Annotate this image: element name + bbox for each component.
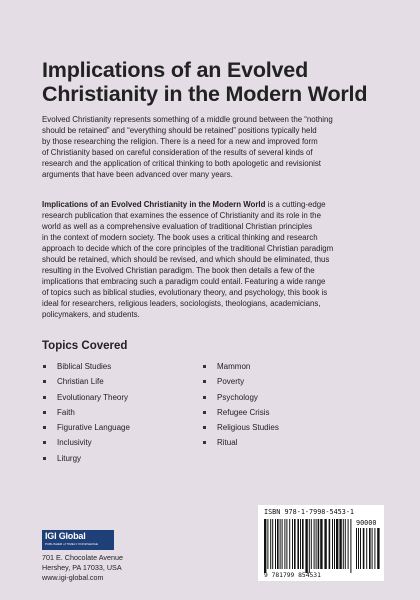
ean-barcode-bars	[264, 519, 352, 573]
barcode-bar	[289, 519, 290, 569]
barcode-bar	[316, 519, 317, 569]
description-line: approach to decide which of the core principles of the traditional Christian paradigm	[42, 244, 334, 253]
publisher-website: www.igi-global.com	[42, 573, 104, 582]
description-line: ideal for researchers, religious leaders, sociologists, theologians, academicians,	[42, 299, 321, 308]
publisher-logo	[42, 530, 114, 550]
barcode-bar	[366, 528, 367, 569]
barcode-bar	[309, 519, 310, 573]
description-line-1-rest: is a cutting-edge	[265, 200, 326, 209]
description-line: should be retained, which should be revised, and which should be eliminated, thus	[42, 255, 330, 264]
title-line-2: Christianity in the Modern World	[42, 82, 368, 106]
barcode-bar	[377, 528, 379, 569]
barcode-bar	[363, 528, 365, 569]
barcode-bar	[372, 528, 373, 569]
topic-item: Figurative Language	[42, 420, 130, 435]
topic-item: Inclusivity	[42, 435, 130, 450]
barcode-bar	[360, 528, 361, 569]
price-code: 90000	[356, 519, 377, 527]
barcode-bar	[264, 519, 266, 573]
barcode-bar	[311, 519, 312, 569]
intro-line: should be retained” and “everything should be retained” positions typically held	[42, 126, 317, 135]
topic-item: Liturgy	[42, 451, 130, 466]
barcode-bar	[343, 519, 344, 569]
intro-line: arguments that have been advanced over many years.	[42, 170, 233, 179]
book-title	[42, 58, 382, 106]
topic-item: Refugee Crisis	[202, 405, 279, 420]
description-line: in the context of modern society. The book uses a critical thinking and research	[42, 233, 318, 242]
barcode-bar	[336, 519, 338, 569]
topic-item: Evolutionary Theory	[42, 390, 130, 405]
topic-item: Faith	[42, 405, 130, 420]
barcode-bar	[292, 519, 293, 569]
publisher-logo-tagline: PUBLISHER of TIMELY KNOWLEDGE	[45, 542, 99, 546]
barcode-bar	[350, 519, 351, 573]
barcode-bar	[282, 519, 283, 569]
intro-line: by those researching the religion. There is a need for a new and improved form	[42, 137, 318, 146]
barcode-bar	[305, 519, 307, 573]
address-line-2: Hershey, PA 17033, USA	[42, 563, 122, 572]
topic-item: Christian Life	[42, 374, 130, 389]
barcode-bar	[374, 528, 375, 569]
topics-heading: Topics Covered	[42, 340, 128, 352]
description-line: world as well as a comprehensive evaluation of traditional Christian principles	[42, 222, 313, 231]
barcode-bar	[345, 519, 346, 569]
barcode-bar	[332, 519, 333, 569]
barcode-bar	[348, 519, 349, 569]
description-bold-title: Implications of an Evolved Christianity in the Modern World	[42, 200, 266, 209]
barcode-bar	[297, 519, 299, 569]
isbn-label: ISBN 978-1-7998-5453-1	[264, 508, 355, 516]
barcode-bar	[358, 528, 359, 569]
topics-list-right	[202, 359, 279, 451]
barcode-digits: 9 781799 854531	[264, 572, 321, 579]
barcode-bar	[329, 519, 331, 569]
isbn-barcode	[258, 505, 384, 581]
topic-item: Ritual	[202, 435, 279, 450]
barcode-bar	[300, 519, 301, 569]
barcode-bar	[286, 519, 287, 569]
barcode-bar	[369, 528, 371, 569]
barcode-bar	[302, 519, 304, 569]
topic-item: Poverty	[202, 374, 279, 389]
publisher-logo-name: IGI Global	[45, 531, 86, 541]
barcode-bar	[320, 519, 322, 569]
intro-line: research and the application of critical thinking to both apologetic and revisionist	[42, 159, 321, 168]
topic-item: Mammon	[202, 359, 279, 374]
description-line: of topics such as biblical studies, evolutionary theory, and psychology, this book is	[42, 288, 328, 297]
price-barcode-bars	[356, 528, 380, 573]
barcode-bar	[334, 519, 335, 569]
barcode-bar	[272, 519, 273, 569]
description-paragraph	[42, 199, 384, 320]
description-line: policymakers, and students.	[42, 310, 140, 319]
barcode-bar	[356, 528, 357, 569]
barcode-bar	[284, 519, 285, 569]
barcode-bar	[318, 519, 320, 569]
topic-item: Religious Studies	[202, 420, 279, 435]
description-line	[42, 199, 384, 210]
barcode-bar	[270, 519, 271, 569]
intro-paragraph	[42, 114, 384, 180]
barcode-bar	[280, 519, 281, 569]
barcode-bar	[277, 519, 279, 569]
barcode-bar	[294, 519, 296, 569]
barcode-bar	[339, 519, 341, 569]
address-line-1: 701 E. Chocolate Avenue	[42, 553, 123, 562]
barcode-bar	[314, 519, 315, 569]
intro-line: of Christianity based on careful consideration of the results of several kinds of	[42, 148, 313, 157]
description-line: research publication that examines the essence of Christianity and its role in the	[42, 211, 321, 220]
topics-list-left	[42, 359, 130, 466]
publisher-address	[42, 553, 123, 583]
topic-item: Psychology	[202, 390, 279, 405]
description-line: resulting in the Evolved Christian paradigm. The book then details a few of the	[42, 266, 315, 275]
barcode-bar	[267, 519, 268, 569]
barcode-bar	[324, 519, 326, 569]
topic-item: Biblical Studies	[42, 359, 130, 374]
title-line-1: Implications of an Evolved	[42, 58, 308, 82]
description-line: implications that embracing such a paradigm could entail. Featuring a wide range	[42, 277, 326, 286]
barcode-bar	[275, 519, 276, 569]
intro-line: Evolved Christianity represents something of a middle ground between the “nothing	[42, 115, 333, 124]
